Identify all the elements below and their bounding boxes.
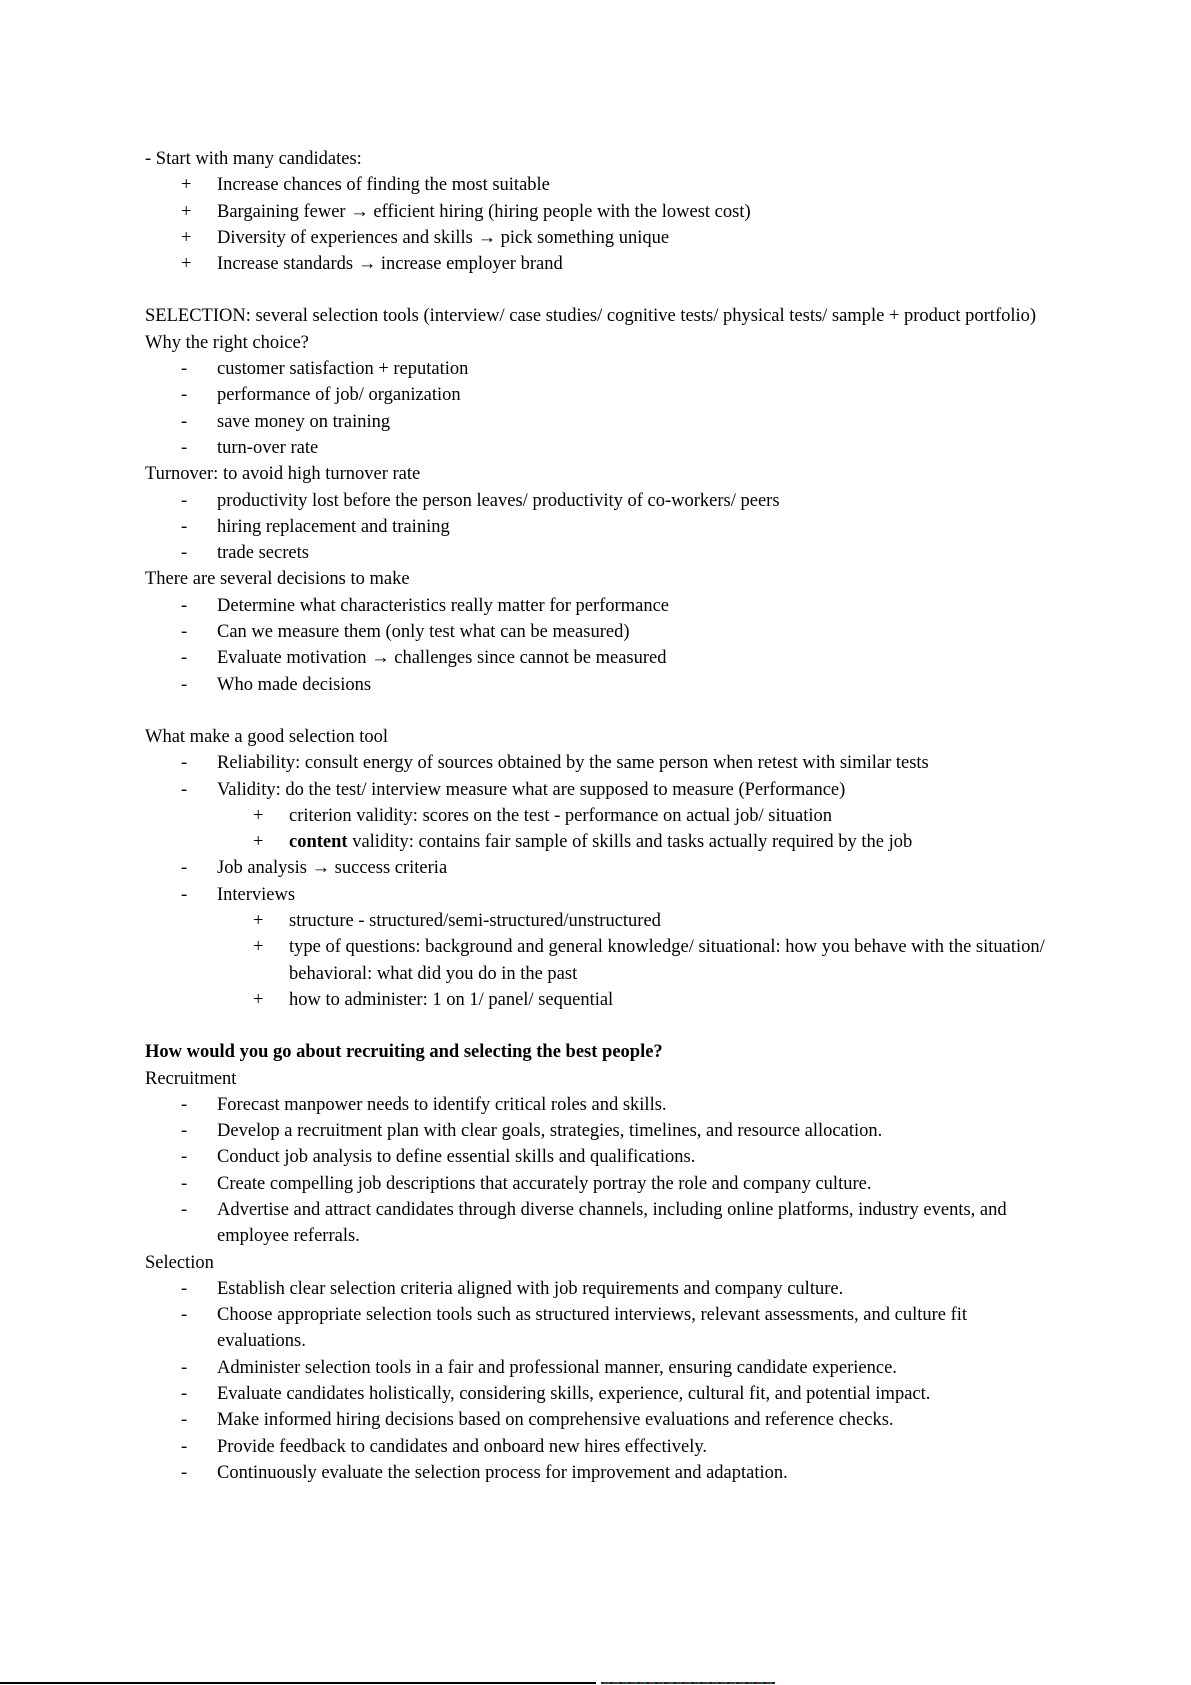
list-item	[145, 645, 1045, 671]
plus-marker: +	[181, 254, 192, 275]
bold-term: content	[289, 832, 348, 853]
plus-marker: +	[181, 201, 192, 222]
dash-marker: -	[181, 1462, 188, 1483]
page-divider-segment	[601, 1682, 775, 1684]
why-heading: Why the right choice?	[145, 332, 309, 353]
sub-list-item	[145, 803, 1045, 829]
list-item	[145, 777, 1045, 803]
list-item-text: Advertise and attract candidates through diverse channels, including online platforms, industry events, and employee referrals.	[217, 1199, 1007, 1247]
sub-list-item	[145, 934, 1045, 987]
candidates-list	[145, 172, 1045, 277]
list-item	[145, 225, 1045, 251]
dash-marker: -	[181, 385, 188, 406]
list-item-text: criterion validity: scores on the test - performance on actual job/ situation	[289, 805, 833, 826]
list-item-text: Evaluate motivation → challenges since cannot be measured	[217, 648, 667, 669]
sub-list-item	[145, 908, 1045, 934]
list-item-text: Increase chances of finding the most suitable	[217, 175, 550, 196]
why-list	[145, 356, 1045, 461]
list-item	[145, 1276, 1045, 1302]
list-item-text: Conduct job analysis to define essential skills and qualifications.	[217, 1147, 696, 1168]
list-item-text: Continuously evaluate the selection process for improvement and adaptation.	[217, 1462, 788, 1483]
list-item-text: Forecast manpower needs to identify critical roles and skills.	[217, 1094, 667, 1115]
list-item	[145, 1381, 1045, 1407]
list-item-text: Choose appropriate selection tools such as structured interviews, relevant assessments, and culture fit evaluations.	[217, 1305, 968, 1352]
list-item	[145, 593, 1045, 619]
list-item-text: save money on training	[217, 411, 391, 432]
list-item-text: Reliability: consult energy of sources obtained by the same person when retest with similar tests	[217, 753, 929, 774]
list-item-text: performance of job/ organization	[217, 385, 461, 406]
list-item-text: Can we measure them (only test what can be measured)	[217, 622, 630, 643]
dash-marker: -	[181, 437, 188, 458]
dash-marker: -	[181, 543, 188, 564]
dash-marker: -	[181, 359, 188, 380]
list-item	[145, 1302, 1045, 1355]
list-item	[145, 672, 1045, 698]
list-item-text: trade secrets	[217, 543, 309, 564]
plus-marker: +	[253, 989, 264, 1010]
dash-marker: -	[181, 595, 188, 616]
document-body	[145, 146, 1045, 1486]
list-item-text: Increase standards → increase employer brand	[217, 254, 563, 275]
list-item-text: Who made decisions	[217, 674, 372, 695]
dash-marker: -	[181, 1121, 188, 1142]
list-item	[145, 172, 1045, 198]
dash-marker: -	[181, 490, 188, 511]
selection-heading: Selection	[145, 1252, 214, 1273]
list-item-text: Validity: do the test/ interview measure what are supposed to measure (Performance)	[217, 779, 846, 800]
dash-marker: -	[181, 1384, 188, 1405]
list-item	[145, 409, 1045, 435]
dash-marker: -	[181, 622, 188, 643]
list-item	[145, 1092, 1045, 1118]
list-item-text: Determine what characteristics really matter for performance	[217, 595, 669, 616]
list-item	[145, 1197, 1045, 1250]
list-item	[145, 356, 1045, 382]
dash-marker: -	[181, 411, 188, 432]
page-divider	[0, 1682, 596, 1684]
list-item	[145, 1144, 1045, 1170]
list-item	[145, 1171, 1045, 1197]
list-item	[145, 382, 1045, 408]
list-item-text: structure - structured/semi-structured/unstructured	[289, 911, 661, 932]
list-item-text: Make informed hiring decisions based on comprehensive evaluations and reference checks.	[217, 1410, 894, 1431]
interviews-list	[145, 908, 1045, 1013]
list-item	[145, 882, 1045, 908]
list-item	[145, 1118, 1045, 1144]
list-item	[145, 199, 1045, 225]
list-item-text: Diversity of experiences and skills → pick something unique	[217, 227, 670, 248]
dash-marker: -	[181, 1278, 188, 1299]
selection-paragraph: SELECTION: several selection tools (interview/ case studies/ cognitive tests/ physical tests/ sample + product portfolio)	[145, 306, 1037, 327]
decisions-list	[145, 593, 1045, 698]
list-item-text: Evaluate candidates holistically, considering skills, experience, cultural fit, and potential impact.	[217, 1384, 931, 1405]
dash-marker: -	[181, 674, 188, 695]
list-item	[145, 619, 1045, 645]
list-item	[145, 435, 1045, 461]
list-item-text: turn-over rate	[217, 437, 319, 458]
list-item	[145, 855, 1045, 881]
dash-marker: -	[181, 779, 188, 800]
plus-marker: +	[181, 175, 192, 196]
plus-marker: +	[253, 805, 264, 826]
decisions-heading: There are several decisions to make	[145, 569, 410, 590]
dash-marker: -	[181, 753, 188, 774]
recruitment-list	[145, 1092, 1045, 1250]
list-item-text: how to administer: 1 on 1/ panel/ sequential	[289, 989, 614, 1010]
list-item-text: Create compelling job descriptions that accurately portray the role and company culture.	[217, 1173, 872, 1194]
list-item	[145, 1355, 1045, 1381]
dash-marker: -	[181, 1436, 188, 1457]
list-item-text: Develop a recruitment plan with clear goals, strategies, timelines, and resource allocation.	[217, 1121, 883, 1142]
selection-list	[145, 1276, 1045, 1486]
list-item	[145, 540, 1045, 566]
dash-marker: -	[181, 1357, 188, 1378]
dash-marker: -	[181, 884, 188, 905]
plus-marker: +	[253, 832, 264, 853]
list-item	[145, 251, 1045, 277]
list-item-text: Provide feedback to candidates and onboard new hires effectively.	[217, 1436, 708, 1457]
dash-marker: -	[181, 1173, 188, 1194]
dash-marker: -	[181, 1147, 188, 1168]
dash-marker: -	[181, 1094, 188, 1115]
list-item-text: customer satisfaction + reputation	[217, 359, 469, 380]
turnover-list	[145, 488, 1045, 567]
plus-marker: +	[253, 911, 264, 932]
sub-list-item	[145, 987, 1045, 1013]
section-heading: - Start with many candidates:	[145, 149, 362, 169]
dash-marker: -	[181, 1199, 188, 1220]
list-item-text: hiring replacement and training	[217, 516, 450, 537]
list-item-text: productivity lost before the person leaves/ productivity of co-workers/ peers	[217, 490, 780, 511]
list-item-text: Job analysis → success criteria	[217, 858, 448, 879]
good-tool-heading: What make a good selection tool	[145, 726, 388, 747]
list-item-text: Administer selection tools in a fair and professional manner, ensuring candidate experience.	[217, 1357, 897, 1378]
list-item-text: Establish clear selection criteria aligned with job requirements and company culture.	[217, 1278, 844, 1299]
list-item-text: validity: contains fair sample of skills and tasks actually required by the job	[347, 832, 913, 853]
list-item-text: type of questions: background and general knowledge/ situational: how you behave with the situation/ behavioral: what did you do in the past	[289, 937, 1045, 984]
turnover-heading: Turnover: to avoid high turnover rate	[145, 464, 421, 485]
recruitment-heading: Recruitment	[145, 1068, 237, 1089]
plus-marker: +	[181, 227, 192, 248]
question-heading	[145, 1039, 1045, 1065]
list-item	[145, 1407, 1045, 1433]
dash-marker: -	[181, 1410, 188, 1431]
dash-marker: -	[181, 648, 188, 669]
list-item	[145, 1434, 1045, 1460]
dash-marker: -	[181, 858, 188, 879]
plus-marker: +	[253, 937, 264, 958]
question-text: How would you go about recruiting and selecting the best people?	[145, 1042, 663, 1063]
sub-list-item	[145, 829, 1045, 855]
dash-marker: -	[181, 1305, 188, 1326]
list-item-text: Bargaining fewer → efficient hiring (hiring people with the lowest cost)	[217, 201, 751, 222]
list-item	[145, 488, 1045, 514]
dash-marker: -	[181, 516, 188, 537]
list-item	[145, 1460, 1045, 1486]
list-item	[145, 750, 1045, 776]
list-item-text: Interviews	[217, 884, 296, 905]
list-item	[145, 514, 1045, 540]
